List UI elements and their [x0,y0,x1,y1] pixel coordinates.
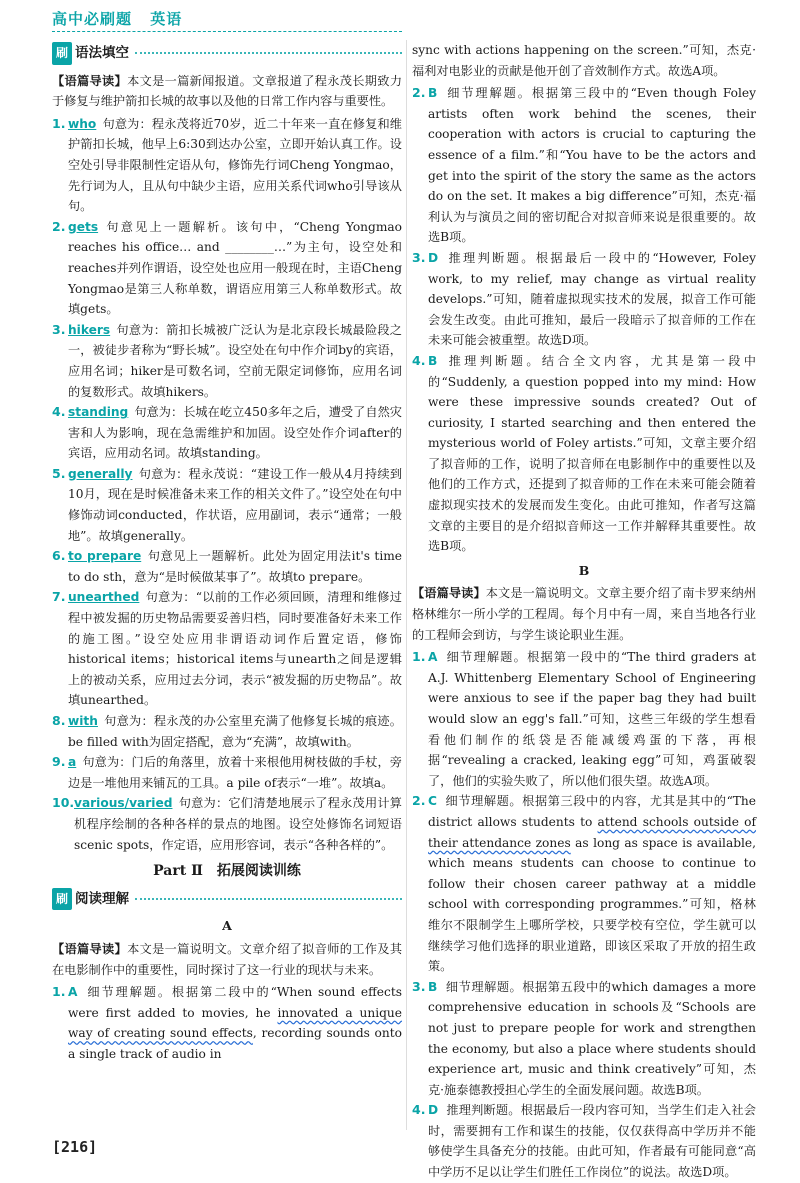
guide-text: 本文是一篇说明文。文章主要介绍了南卡罗来纳州格林维尔一所小学的工程周。每个月中有一周，来自当地各行业的工程师会到访，与学生谈论职业生涯。 [412,586,757,642]
guide-text: 本文是一篇说明文。文章介绍了拟音师的工作及其在电影制作中的重要性，同时探讨了这一行业的现状与未来。 [52,941,403,977]
reading-guide [412,583,756,645]
answer: B [428,86,438,101]
explanation-cont: , recording sounds onto a single track of audio in [68,1026,402,1061]
section-grammar-fill [52,42,402,65]
reading-b-item-2 [412,791,756,976]
reading-a-item-1 [52,982,402,1064]
item-number: 1. [52,984,66,1000]
explanation: 句意为：程永茂的办公室里充满了他修复长城的痕迹。be filled with为固定搭配，意为“充满”，故填with。 [68,714,402,749]
item-number: 6. [52,548,66,564]
reading-b-item-4 [412,1100,756,1182]
right-column [412,40,756,1183]
answer: various/varied [74,796,173,811]
header-rule [52,31,402,32]
item-number: 9. [52,754,66,770]
answer-item-1 [52,114,402,217]
explanation: 句意为：箭扣长城被广泛认为是北京段长城最险段之一，被徒步者称为“野长城”。设空处在句中作介词by的宾语，应用名词；hiker是可数名词，空前无限定词修饰，应用名词的复数形式。故填hikers。 [68,322,402,399]
explanation: 细节理解题。根据第三段中的“Even though Foley artists often work behind the scenes, their cooperation with actors is crucial to capturing the essence of a film.”和“You have to be the actors and get into the spirit of the story the same as the actors do on the set. It makes a big difference”可知，杰克·福利认为与演员之间的密切配合对拟音师来说是很重要的。故选B项。 [428,86,756,245]
answer: who [68,116,97,131]
reading-a-item-4 [412,351,756,557]
explanation-cont: as long as space is available, which means students can choose to continue to follow their chosen career pathway at a middle school with corresponding programmes.”可知，格林维尔不限制学生上哪所学校，只要学校有空位，学生就可以继续学习他们选择的职业道路，即该区采取了开放的招生政策。 [428,835,756,974]
item-number: 4. [412,352,426,368]
item-number: 4. [412,1102,426,1118]
answer: A [68,985,78,1000]
subject-label: 英语 [150,10,183,28]
passage-label: B [578,562,590,578]
item-number: 4. [52,404,66,420]
reading-b-item-3 [412,977,756,1101]
answer: A [428,650,438,665]
answer: to prepare [68,549,142,564]
answer: D [428,250,439,265]
answer-item-2 [52,217,402,320]
explanation: 句意为：程永茂将近70岁，近二十年来一直在修复和维护箭扣长城，他早上6:30到达办公室，立即开始认真工作。设空处引导非限制性定语从句，修饰先行词Cheng Yongmao，先行词为人，且从句中缺少主语，应用关系代词who引导该从句。 [68,116,402,214]
answer: with [68,714,98,728]
explanation: 推理判断题。根据最后一段中的“However, Foley work, to my relief, may change as virtual reality develops.”可知，随着虚拟现实技术的发展，拟音工作可能会发生改变。由此可推知，最后一段暗示了拟音师的工作在未来可能会被重塑。故选D项。 [428,250,756,348]
wavy-underline: innovated a unique way of creating sound effects [68,1005,402,1041]
explanation: 句意为：它们清楚地展示了程永茂用计算机程序绘制的各种各样的景点的地图。设空处修饰名词短语scenic spots，作定语，应用形容词，表示“各种各样的”。 [74,796,402,852]
section-badge: 刷 [52,888,72,911]
part-title: Part Ⅱ 拓展阅读训练 [153,863,301,880]
answer-item-6 [52,546,402,587]
answer-item-3 [52,320,402,402]
explanation: 句意为：“以前的工作必须回顾，清理和维修过程中被发掘的历史物品需要妥善归档，同时要准备好未来工作的施工图。”设空处应用非谓语动词作后置定语，修饰historical items；historical items与unearth之间是逻辑上的被动关系，应用过去分词，表示“被发掘的历史物品”。故填unearthed。 [68,590,402,708]
section-reading [52,888,402,911]
explanation: 句意见上一题解析。该句中，“Cheng Yongmao reaches his office… and ________…”为主句，设空处和reaches并列作谓语，设空处也应用一般现在时，主语Cheng Yongmao是第三人称单数，谓语应用第三人称单数形式。故填gets。 [68,219,402,317]
answer: hikers [68,322,111,337]
explanation: 细节理解题。根据第五段中的which damages a more comprehensive education in schools及“Schools are not just to prepare people for work and strengthen the economy, but also a place where students should experience art, music and think creatively”可知，杰克·施泰德教授担心学生的全面发展问题。故选B项。 [428,979,756,1097]
item-number: 2. [52,218,66,234]
answer-item-8 [52,711,402,752]
reading-a-item-3 [412,248,756,351]
section-dots [135,52,402,54]
answer: D [428,1103,439,1118]
answer: a [68,755,77,770]
answer: unearthed [68,590,140,605]
answer: B [428,353,438,368]
answer-item-7 [52,587,402,711]
reading-a-item-2 [412,83,756,248]
reading-b-item-1 [412,647,756,791]
explanation: 推理判断题。结合全文内容，尤其是第一段中的“Suddenly, a question popped into my mind: How were these impressive sounds created? Out of curiosity, I started searching and then entered the mysterious world of Foley artists.”可知，文章主要介绍了拟音师的工作，说明了拟音师在电影制作中的重要性以及他们的工作方式，还提到了拟音师的工作在未来可能会随着虚拟现实技术的发展而发生变化。由此可推知，作者写这篇文章的主要目的是介绍拟音师这一工作并解释其重要性。故选B项。 [428,353,756,554]
left-column [52,40,402,1065]
answer-item-9 [52,752,402,793]
answer: generally [68,466,133,481]
item-number: 1. [412,649,426,665]
item-number: 3. [52,321,66,337]
answer-item-5 [52,464,402,546]
answer: standing [68,405,129,420]
section-dots [135,898,402,900]
explanation: 句意为：门后的角落里，放着十来根他用树枝做的手杖，旁边是一堆他用来铺瓦的工具。a pile of表示“一堆”。故填a。 [68,755,402,790]
wavy-underline: attend schools outside of their attendance zones [428,814,757,850]
page-number: [216] [52,1138,98,1156]
item-number: 2. [412,793,426,809]
guide-text: 本文是一篇新闻报道。文章报道了程永茂长期致力于修复与维护箭扣长城的故事以及他的日常工作内容与重要性。 [52,73,403,109]
section-title: 语法填空 [75,45,130,61]
answer: B [428,979,438,994]
explanation: 推理判断题。根据最后一段内容可知，当学生们走入社会时，需要拥有工作和谋生的技能，仅仅获得高中学历并不能够使学生具备充分的技能。由此可知，作者最有可能同意“高中学历不足以让学生们胜任工作岗位”的说法。故选D项。 [428,1103,756,1180]
explanation: 句意见上一题解析。此处为固定用法it's time to do sth，意为“是时候做某事了”。故填to prepare。 [68,549,402,584]
item-number: 5. [52,465,66,481]
item-number: 3. [412,978,426,994]
explanation: 细节理解题。根据第三段中的内容，尤其是其中的“The district allows students to [428,794,756,829]
answer-item-4 [52,402,402,464]
guide-label: 【语篇导读】 [52,941,128,956]
answer: gets [68,219,99,234]
book-title: 高中必刷题 [52,10,133,28]
answer: C [428,794,437,809]
item-number: 3. [412,249,426,265]
item-number: 1. [52,115,66,131]
reading-guide [52,71,402,112]
answer-item-10 [52,793,402,855]
passage-label: A [222,918,232,934]
item-number: 8. [52,713,66,728]
section-title: 阅读理解 [75,890,130,907]
reading-guide [52,939,402,980]
explanation: 句意为：长城在屹立450多年之后，遭受了自然灾害和人为影响，现在急需维护和加固。设空处作介词after的宾语，应用动名词。故填standing。 [68,405,402,461]
explanation: 细节理解题。根据第二段中的“When sound effects were first added to movies, he [68,985,402,1020]
item-number: 7. [52,589,66,605]
item-number: 10. [52,795,75,811]
explanation: 句意为：程永茂说：“建设工作一般从4月持续到10月，现在是时候准备未来工作的相关文件了。”设空处在句中修饰动词conducted，作状语，应用副词，表示“通常；一般地”。故填generally。 [68,466,402,543]
item-number: 2. [412,85,426,101]
column-divider [406,40,407,1130]
guide-label: 【语篇导读】 [412,586,486,601]
section-badge: 刷 [52,42,72,65]
running-header [52,8,182,30]
explanation: 细节理解题。根据第一段中的“The third graders at A.J. Whittenberg Elementary School of Engineering were anxious to see if the paper bag they had built would slow an egg's fall.”可知，这些三年级的学生想看看他们制作的纸袋是否能减缓鸡蛋的下落，再根据“revealing a cracked, leaking egg”可知，鸡蛋破裂了，他们的实验失败了，所以他们很失望。故选A项。 [428,650,756,788]
continued-text: sync with actions happening on the screen.”可知，杰克·福利对电影业的贡献是他开创了音效制作方式。故选A项。 [412,43,756,78]
guide-label: 【语篇导读】 [52,73,128,88]
